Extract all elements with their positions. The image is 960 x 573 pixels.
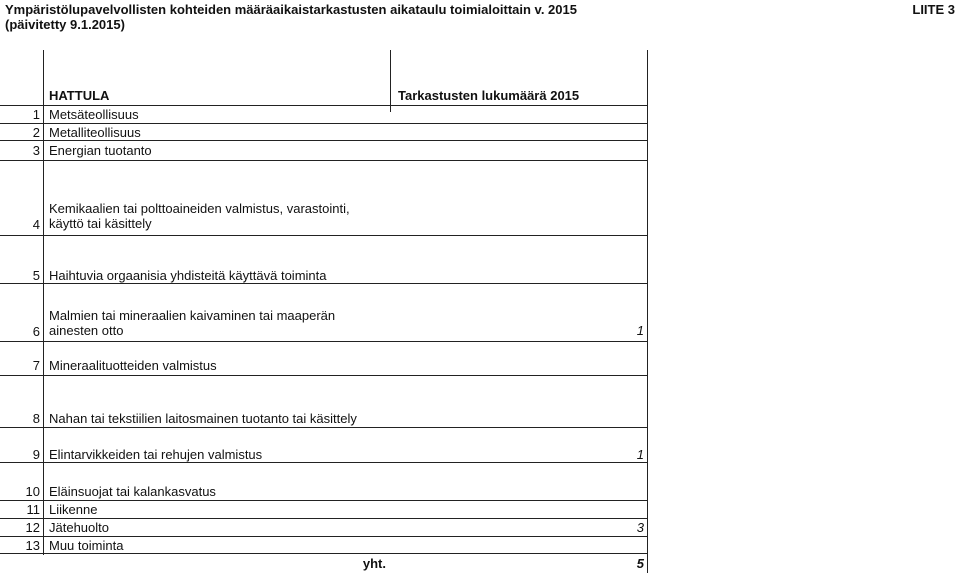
industry-label: Mineraalituotteiden valmistus [49,358,217,373]
industry-label-line2: ainesten otto [49,323,124,338]
industry-label: Energian tuotanto [49,143,152,158]
row-number: 3 [32,143,40,158]
inspection-count-header: Tarkastusten lukumäärä 2015 [398,88,580,103]
document-title-bar [5,0,955,19]
municipality-name: HATTULA [49,88,110,103]
row-number: 2 [32,125,40,140]
industry-label: Jätehuolto [49,520,109,535]
row-number: 6 [32,324,40,339]
industry-label: Malmien tai mineraalien kaivaminen tai maaperän [49,308,336,323]
row-number: 11 [26,502,40,517]
row-number: 5 [32,268,40,283]
industry-label-line2: käyttö tai käsittely [49,216,152,231]
industry-label: Muu toiminta [49,538,124,553]
industry-label: Kemikaalien tai polttoaineiden valmistus, varastointi, [49,201,350,216]
row-number: 12 [25,520,40,535]
industry-label: Elintarvikkeiden tai rehujen valmistus [49,447,263,462]
inspection-count: 1 [636,447,644,462]
inspection-count: 1 [636,323,644,338]
total-label: yht. [362,556,386,571]
row-number: 10 [25,484,40,499]
inspection-count: 3 [636,520,644,535]
row-number: 13 [25,538,40,553]
total-value: 5 [636,556,644,571]
row-number: 4 [32,217,40,232]
industry-label: Nahan tai tekstiilien laitosmainen tuotanto tai käsittely [49,411,357,426]
row-number: 9 [32,447,40,462]
industry-label: Metalliteollisuus [49,125,141,140]
industry-label: Haihtuvia orgaanisia yhdisteitä käyttävä toiminta [49,268,327,283]
document-title: Ympäristölupavelvollisten kohteiden määräaikaistarkastusten aikataulu toimialoittain v. 2015 [5,2,577,17]
update-date: (päivitetty 9.1.2015) [5,17,125,32]
industry-label: Liikenne [49,502,98,517]
industry-label: Metsäteollisuus [49,107,139,122]
row-number: 8 [32,411,40,426]
row-number: 7 [32,358,40,373]
row-number: 1 [32,107,40,122]
appendix-label: LIITE 3 [912,2,955,17]
industry-label: Eläinsuojat tai kalankasvatus [49,484,216,499]
